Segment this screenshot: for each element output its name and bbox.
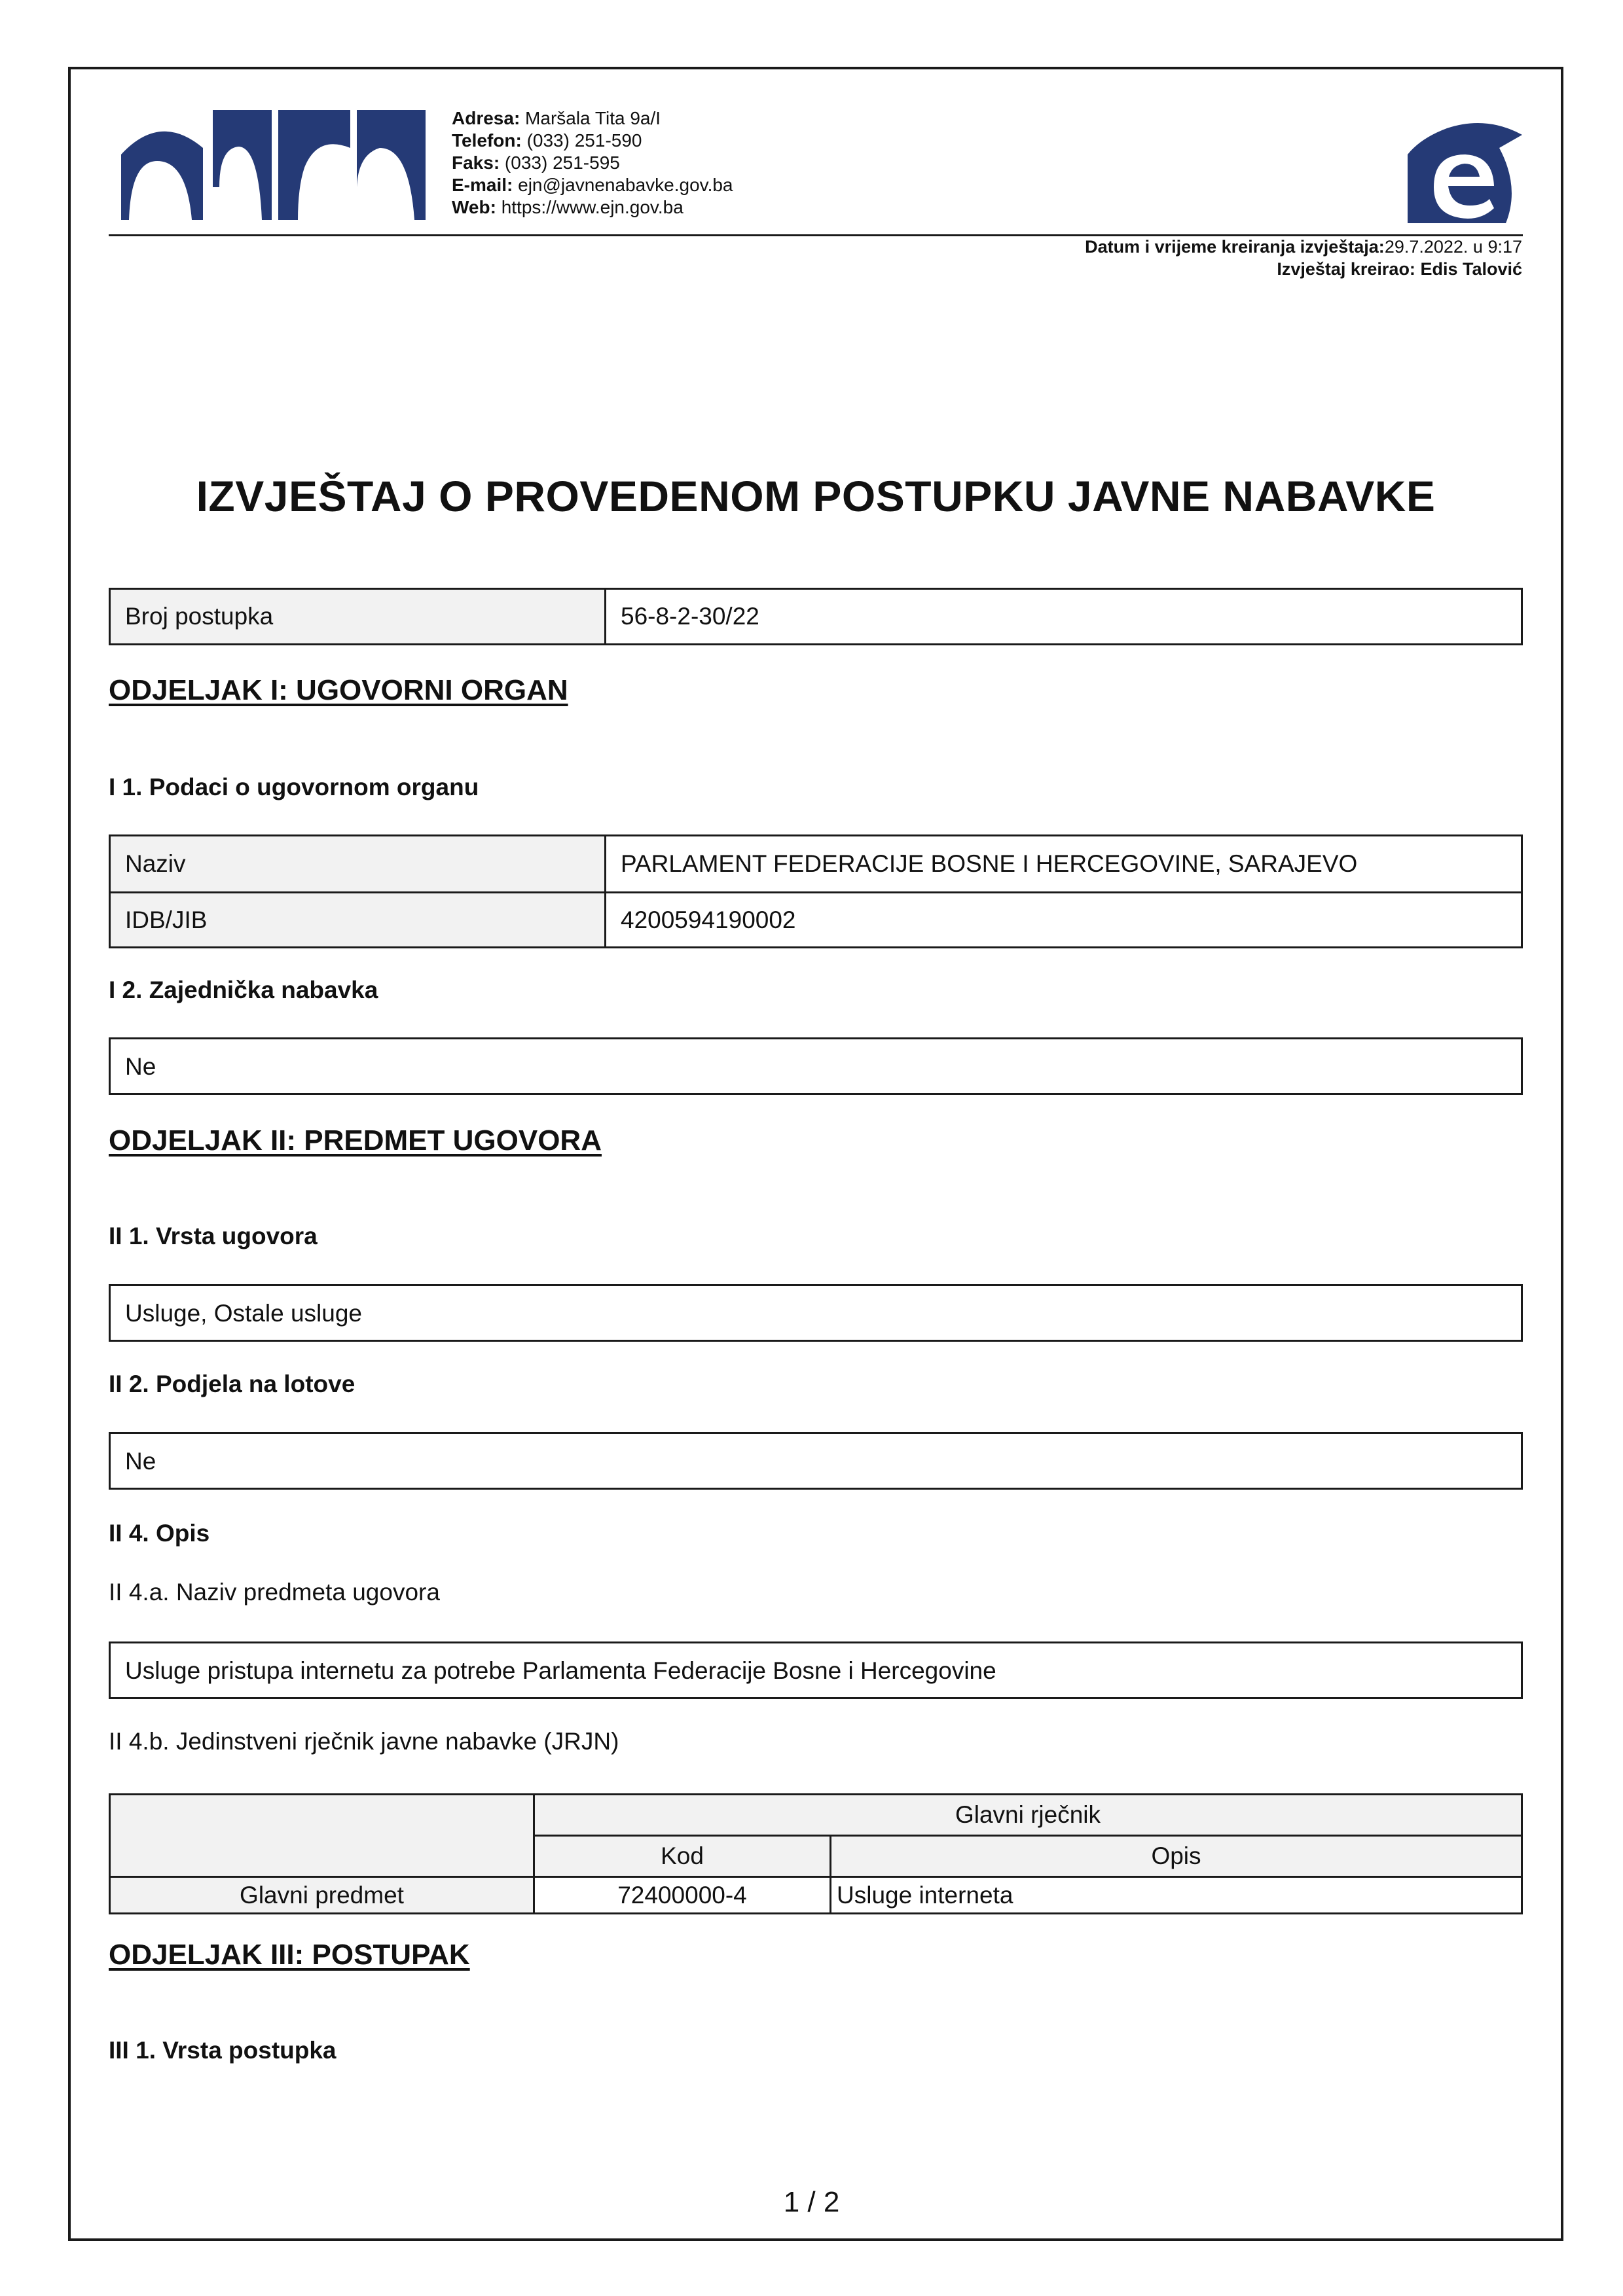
section-2-1-title: II 1. Vrsta ugovora bbox=[109, 1223, 318, 1249]
authority-id-label: IDB/JIB bbox=[111, 893, 606, 946]
section-3-title: ODJELJAK III: POSTUPAK bbox=[109, 1939, 470, 1971]
email-label: E-mail: bbox=[452, 175, 513, 195]
subject-box bbox=[109, 1641, 1523, 1699]
section-2-title: ODJELJAK II: PREDMET UGOVORA bbox=[109, 1124, 602, 1157]
procedure-number-label: Broj postupka bbox=[111, 590, 606, 643]
jrjn-divider bbox=[111, 1876, 1521, 1878]
ejn-logo bbox=[121, 109, 426, 220]
section-2-4a-title: II 4.a. Naziv predmeta ugovora bbox=[109, 1579, 440, 1605]
e-logo bbox=[1408, 109, 1522, 223]
created-value: 29.7.2022. u 9:17 bbox=[1384, 237, 1522, 257]
jrjn-group-header: Glavni rječnik bbox=[535, 1795, 1521, 1835]
contact-info bbox=[452, 107, 733, 219]
contract-type-value: Usluge, Ostale usluge bbox=[125, 1300, 362, 1327]
web-label: Web: bbox=[452, 197, 496, 217]
joint-procurement-value: Ne bbox=[125, 1053, 156, 1080]
contract-type-box bbox=[109, 1284, 1523, 1342]
author-label: Izvještaj kreirao: bbox=[1277, 259, 1421, 279]
address-label: Adresa: bbox=[452, 108, 520, 128]
authority-id-value: 4200594190002 bbox=[621, 906, 796, 933]
jrjn-empty-header bbox=[111, 1795, 533, 1876]
joint-procurement-box bbox=[109, 1037, 1523, 1095]
contracting-authority-table bbox=[109, 834, 1523, 948]
section-1-2-title: I 2. Zajednička nabavka bbox=[109, 977, 378, 1003]
fax-label: Faks: bbox=[452, 152, 500, 173]
jrjn-divider bbox=[830, 1835, 831, 1912]
created-label: Datum i vrijeme kreiranja izvještaja: bbox=[1085, 237, 1385, 257]
email-value[interactable]: ejn@javnenabavke.gov.ba bbox=[513, 175, 733, 195]
jrjn-divider bbox=[533, 1835, 1521, 1837]
jrjn-row-code: 72400000-4 bbox=[617, 1881, 747, 1909]
web-link[interactable]: https://www.ejn.gov.ba bbox=[496, 197, 684, 217]
author-value: Edis Talović bbox=[1420, 259, 1522, 279]
procedure-number-value: 56-8-2-30/22 bbox=[621, 603, 759, 630]
lots-value: Ne bbox=[125, 1448, 156, 1475]
procedure-number-table bbox=[109, 588, 1523, 645]
section-1-title: ODJELJAK I: UGOVORNI ORGAN bbox=[109, 674, 568, 706]
jrjn-divider bbox=[533, 1795, 535, 1912]
jrjn-row-label: Glavni predmet bbox=[111, 1878, 533, 1912]
authority-name-value: PARLAMENT FEDERACIJE BOSNE I HERCEGOVINE, SARAJEVO bbox=[621, 850, 1358, 877]
report-title: IZVJEŠTAJ O PROVEDENOM POSTUPKU JAVNE NABAVKE bbox=[196, 472, 1436, 520]
subject-value: Usluge pristupa internetu za potrebe Parlamenta Federacije Bosne i Hercegovine bbox=[125, 1657, 996, 1684]
section-2-2-title: II 2. Podjela na lotove bbox=[109, 1371, 356, 1397]
address-value: Maršala Tita 9a/I bbox=[520, 108, 661, 128]
phone-value: (033) 251-590 bbox=[521, 130, 642, 151]
report-meta bbox=[1085, 236, 1522, 280]
authority-name-label: Naziv bbox=[111, 836, 606, 891]
fax-value: (033) 251-595 bbox=[500, 152, 620, 173]
section-3-1-title: III 1. Vrsta postupka bbox=[109, 2037, 337, 2064]
phone-label: Telefon: bbox=[452, 130, 522, 151]
section-1-1-title: I 1. Podaci o ugovornom organu bbox=[109, 774, 479, 800]
section-2-4b-title: II 4.b. Jedinstveni rječnik javne nabavke (JRJN) bbox=[109, 1728, 619, 1755]
section-2-4-title: II 4. Opis bbox=[109, 1520, 210, 1547]
jrjn-table bbox=[109, 1793, 1523, 1914]
jrjn-col-desc: Opis bbox=[831, 1837, 1521, 1876]
jrjn-col-code: Kod bbox=[535, 1837, 830, 1876]
lots-box bbox=[109, 1432, 1523, 1490]
jrjn-row-desc: Usluge interneta bbox=[837, 1881, 1013, 1909]
page-number: 1 / 2 bbox=[783, 2186, 840, 2218]
